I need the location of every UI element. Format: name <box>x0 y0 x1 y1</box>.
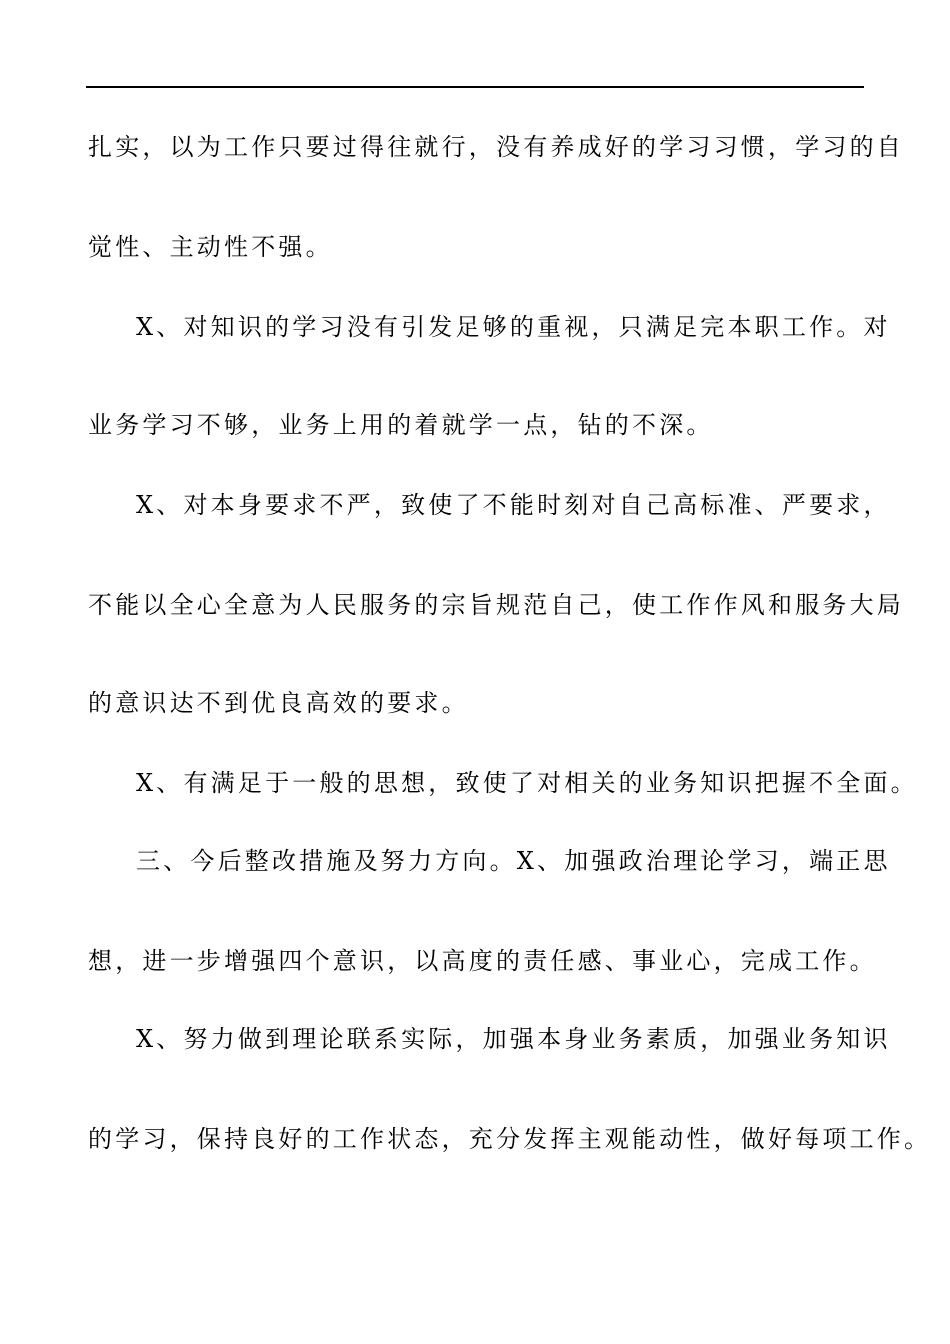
paragraph-line: X、对本身要求不严，致使了不能时刻对自己高标准、严要求， <box>136 491 891 519</box>
body-line: 觉性、主动性不强。 <box>88 233 333 261</box>
body-line: 业务学习不够，业务上用的着就学一点，钻的不深。 <box>88 411 714 439</box>
body-line: 想，进一步增强四个意识，以高度的责任感、事业心，完成工作。 <box>88 947 877 975</box>
paragraph-line: X、努力做到理论联系实际，加强本身业务素质，加强业务知识 <box>136 1025 891 1053</box>
body-line: 的学习，保持良好的工作状态，充分发挥主观能动性，做好每项工作。 <box>88 1125 932 1153</box>
body-line: 扎实，以为工作只要过得往就行，没有养成好的学习习惯，学习的自 <box>88 133 904 161</box>
paragraph-line: X、有满足于一般的思想，致使了对相关的业务知识把握不全面。 <box>136 769 918 797</box>
header-rule <box>86 86 864 88</box>
body-line: 不能以全心全意为人民服务的宗旨规范自己，使工作作风和服务大局 <box>88 591 904 619</box>
body-line: 的意识达不到优良高效的要求。 <box>88 689 469 717</box>
section-heading-line: 三、今后整改措施及努力方向。X、加强政治理论学习，端正思 <box>136 847 891 875</box>
paragraph-line: X、对知识的学习没有引发足够的重视，只满足完本职工作。对 <box>136 313 891 341</box>
